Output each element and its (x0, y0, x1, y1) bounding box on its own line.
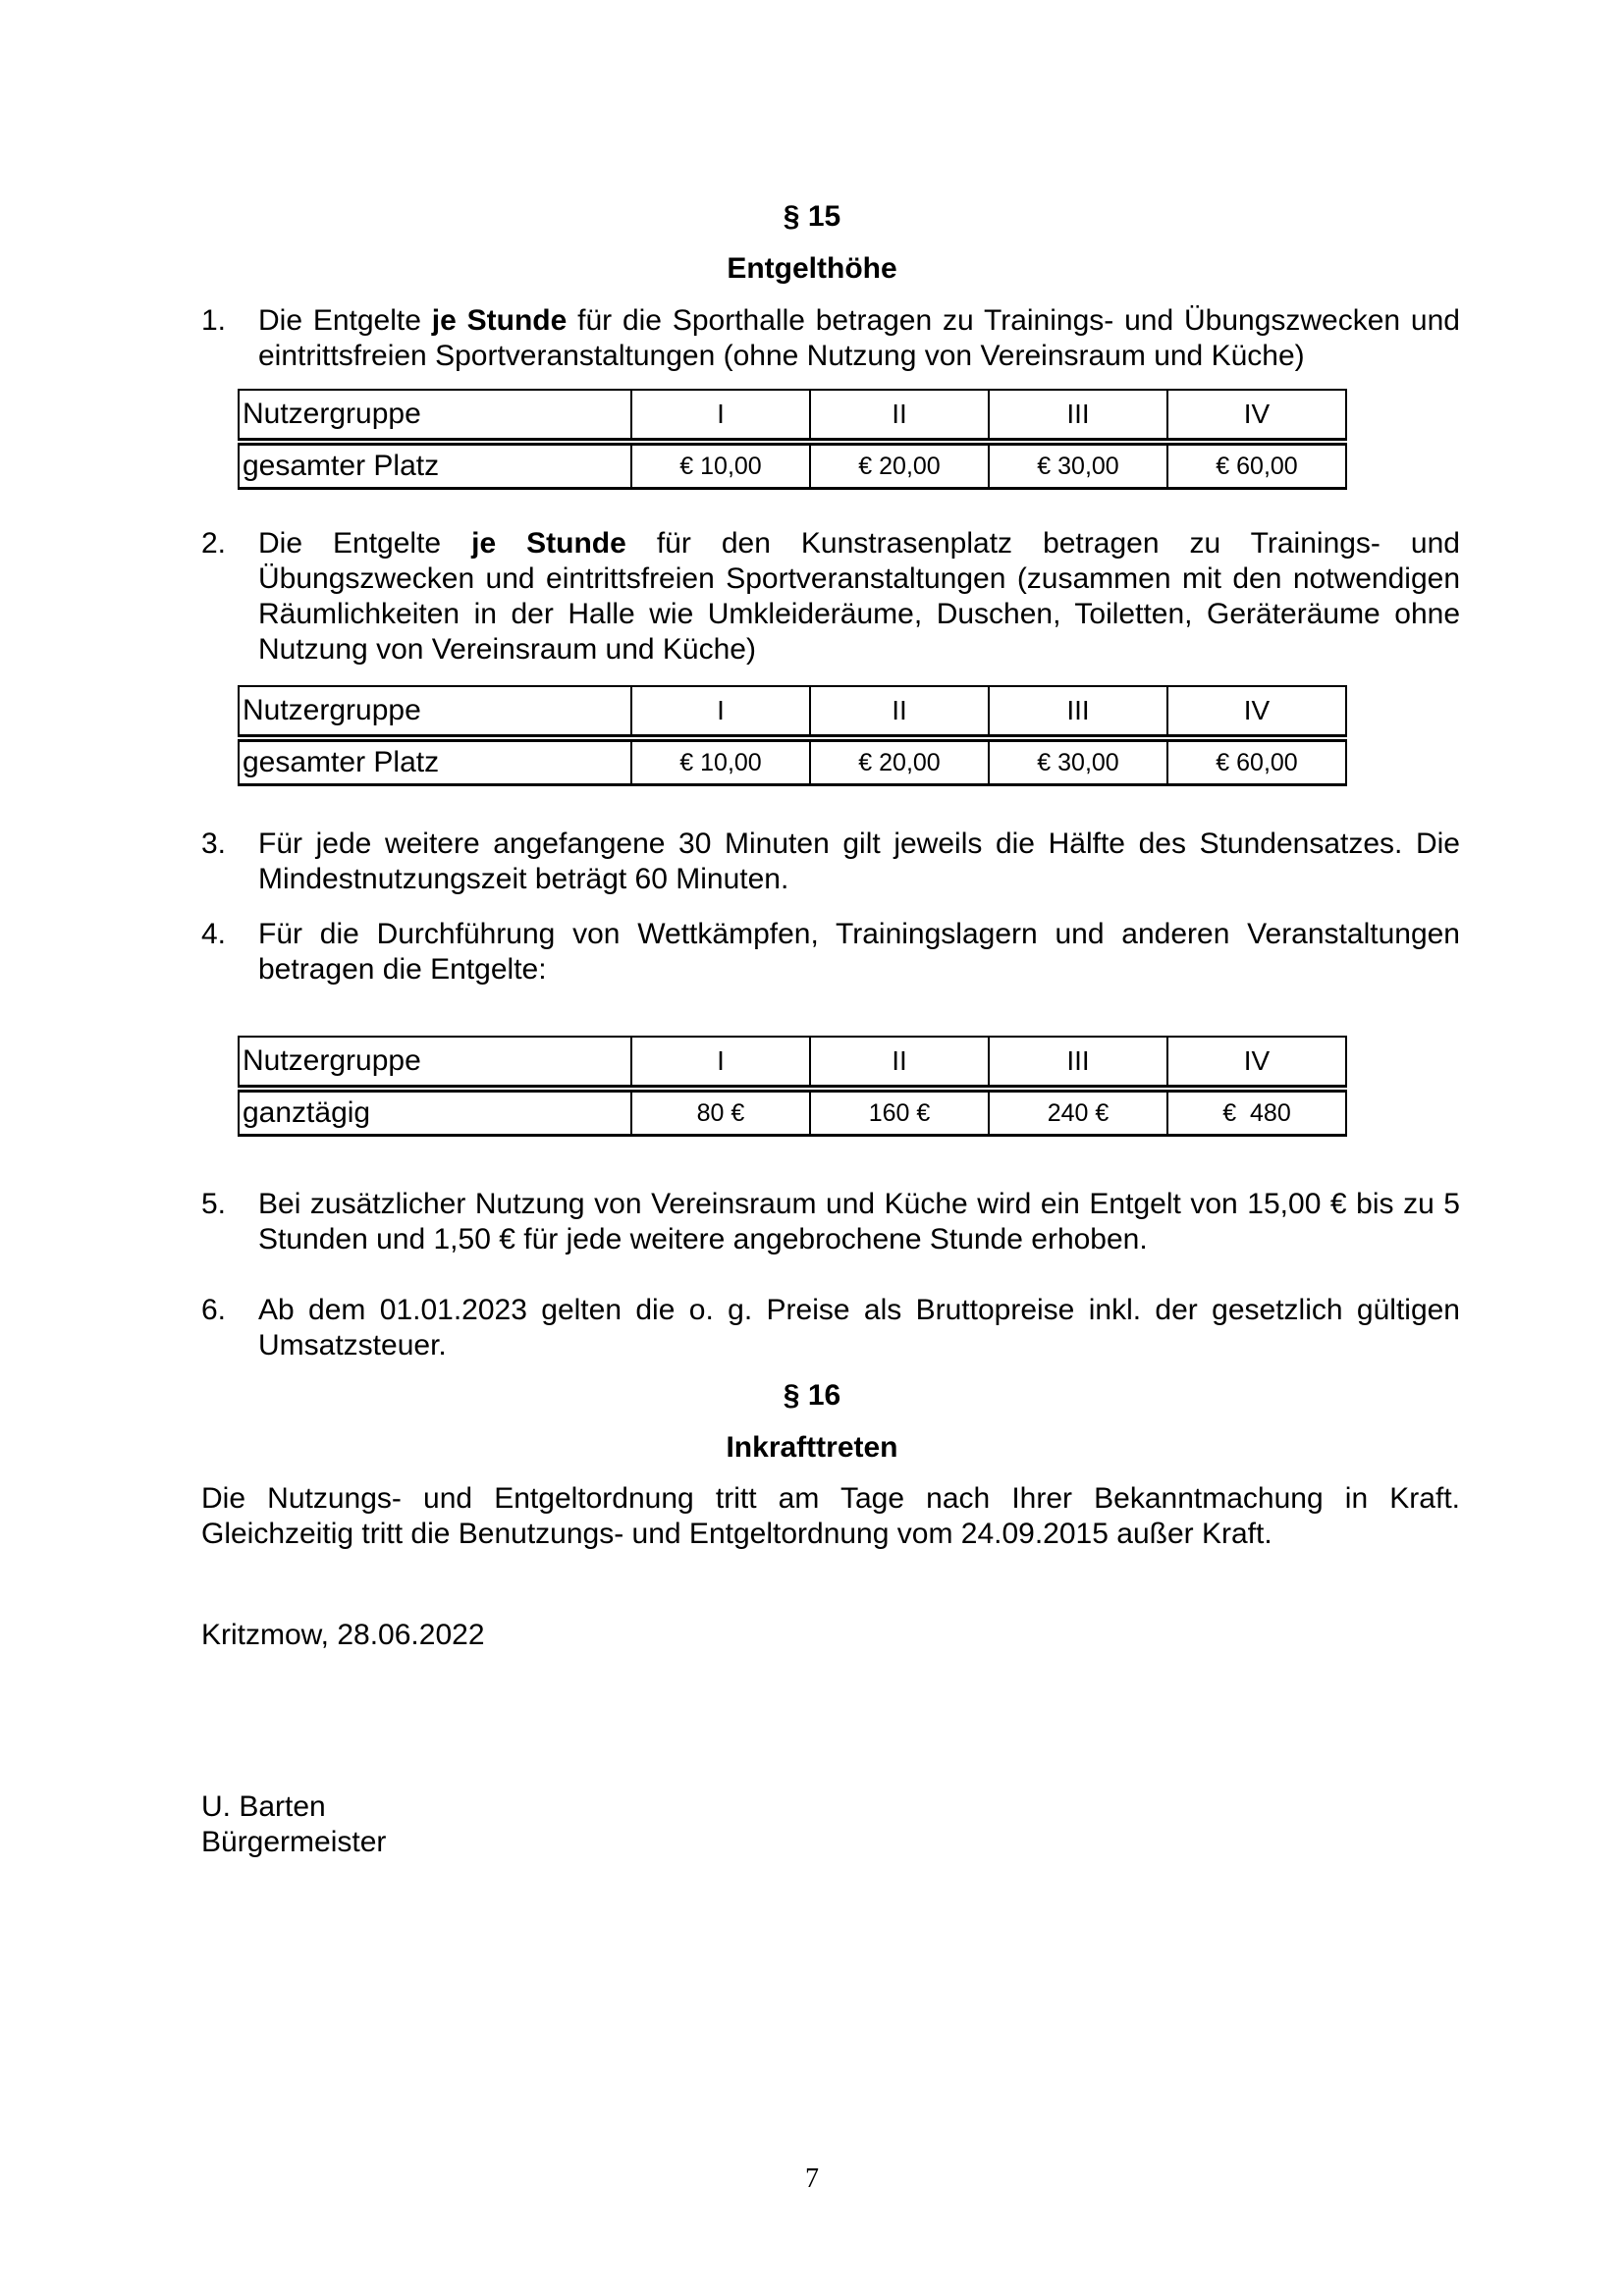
text-segment: Die Entgelte (258, 304, 432, 337)
list-item-5-text: Bei zusätzlicher Nutzung von Vereinsraum und Küche wird ein Entgelt von 15,00 € bis zu 5 Stunden und 1,50 € für jede weitere angebrochene Stunde erhoben. (258, 1188, 1460, 1255)
row-label: gesamter Platz (239, 442, 631, 489)
row-label: gesamter Platz (239, 738, 631, 785)
list-item-2 (201, 526, 1460, 667)
page-number: 7 (805, 2163, 819, 2194)
list-item-3-number: 3. (201, 828, 227, 860)
table-row (239, 1089, 1346, 1136)
list-item-3-text: Für jede weitere angefangene 30 Minuten gilt jeweils die Hälfte des Stundensatzes. Die Mindestnutzungszeit beträgt 60 Minuten. (258, 828, 1460, 895)
list-item-4 (201, 917, 1460, 988)
section-15-title: Entgelthöhe (727, 252, 897, 285)
column-header-nutzergruppe: Nutzergruppe (239, 1037, 631, 1089)
section-16-title: Inkrafttreten (726, 1431, 898, 1464)
table-header-row (239, 1037, 1346, 1089)
table-row (239, 442, 1346, 489)
fee-value: € 10,00 (631, 738, 810, 785)
list-item-4-number: 4. (201, 918, 227, 950)
column-header-group-i: I (631, 1037, 810, 1089)
list-item-1-text (258, 303, 1460, 374)
list-item-1-number: 1. (201, 304, 227, 337)
column-header-nutzergruppe: Nutzergruppe (239, 686, 631, 738)
text-segment: für die Sporthalle betragen zu Trainings- und Übungszwecken und eintrittsfreien Sportveranstaltungen (ohne Nutzung von Vereinsraum und Küche) (258, 304, 1460, 372)
fee-value: € 30,00 (989, 738, 1167, 785)
list-item-6-number: 6. (201, 1294, 227, 1326)
fee-value: € 30,00 (989, 442, 1167, 489)
column-header-group-ii: II (810, 1037, 989, 1089)
fee-value: € 60,00 (1167, 738, 1346, 785)
fee-value: € 10,00 (631, 442, 810, 489)
fee-value: 160 € (810, 1089, 989, 1136)
row-label: ganztägig (239, 1089, 631, 1136)
signature-block (201, 1789, 1460, 1860)
list-item-6-text: Ab dem 01.01.2023 gelten die o. g. Preise als Bruttopreise inkl. der gesetzlich gültigen Umsatzsteuer. (258, 1294, 1460, 1362)
column-header-group-iii: III (989, 686, 1167, 738)
column-header-group-iv: IV (1167, 390, 1346, 442)
table-header-row (239, 390, 1346, 442)
text-segment: für den Kunstrasenplatz betragen zu Trainings- und Übungszwecken und eintrittsfreien Sportveranstaltungen (zusammen mit den notwendigen Räumlichkeiten in der Halle wie Umkleideräume, Duschen, Toiletten, Geräteräume ohne Nutzung von Vereinsraum und Küche) (258, 527, 1460, 666)
column-header-group-ii: II (810, 390, 989, 442)
list-item-5-number: 5. (201, 1188, 227, 1220)
column-header-group-iv: IV (1167, 1037, 1346, 1089)
fee-value: € 20,00 (810, 442, 989, 489)
signer-title: Bürgermeister (201, 1826, 387, 1858)
fee-value: € 60,00 (1167, 442, 1346, 489)
fee-value: € 20,00 (810, 738, 989, 785)
column-header-nutzergruppe: Nutzergruppe (239, 390, 631, 442)
table-header-row (239, 686, 1346, 738)
text-segment: Die Entgelte (258, 527, 472, 560)
fee-value: 240 € (989, 1089, 1167, 1136)
column-header-group-iv: IV (1167, 686, 1346, 738)
fee-table-sporthalle (238, 389, 1347, 490)
fee-table-kunstrasenplatz (238, 685, 1347, 786)
fee-value: € 480 (1167, 1089, 1346, 1136)
list-item-2-text (258, 526, 1460, 667)
fee-table-veranstaltungen (238, 1036, 1347, 1137)
column-header-group-i: I (631, 686, 810, 738)
table-row (239, 738, 1346, 785)
column-header-group-iii: III (989, 1037, 1167, 1089)
section-16-number: § 16 (783, 1379, 841, 1412)
closing-paragraph: Die Nutzungs- und Entgeltordnung tritt am Tage nach Ihrer Bekanntmachung in Kraft. Gleichzeitig tritt die Benutzungs- und Entgeltordnung vom 24.09.2015 außer Kraft. (201, 1482, 1460, 1550)
text-segment-bold: je Stunde (431, 304, 568, 337)
place-and-date: Kritzmow, 28.06.2022 (201, 1619, 485, 1651)
signer-name: U. Barten (201, 1790, 326, 1823)
list-item-4-text: Für die Durchführung von Wettkämpfen, Trainingslagern und anderen Veranstaltungen betragen die Entgelte: (258, 918, 1460, 986)
list-item-1 (201, 303, 1460, 374)
text-segment-bold: je Stunde (471, 527, 626, 560)
section-15-number: § 15 (783, 200, 841, 233)
column-header-group-iii: III (989, 390, 1167, 442)
list-item-6 (201, 1293, 1460, 1363)
list-item-3 (201, 827, 1460, 897)
column-header-group-i: I (631, 390, 810, 442)
fee-value: 80 € (631, 1089, 810, 1136)
list-item-2-number: 2. (201, 527, 227, 560)
column-header-group-ii: II (810, 686, 989, 738)
list-item-5 (201, 1187, 1460, 1257)
